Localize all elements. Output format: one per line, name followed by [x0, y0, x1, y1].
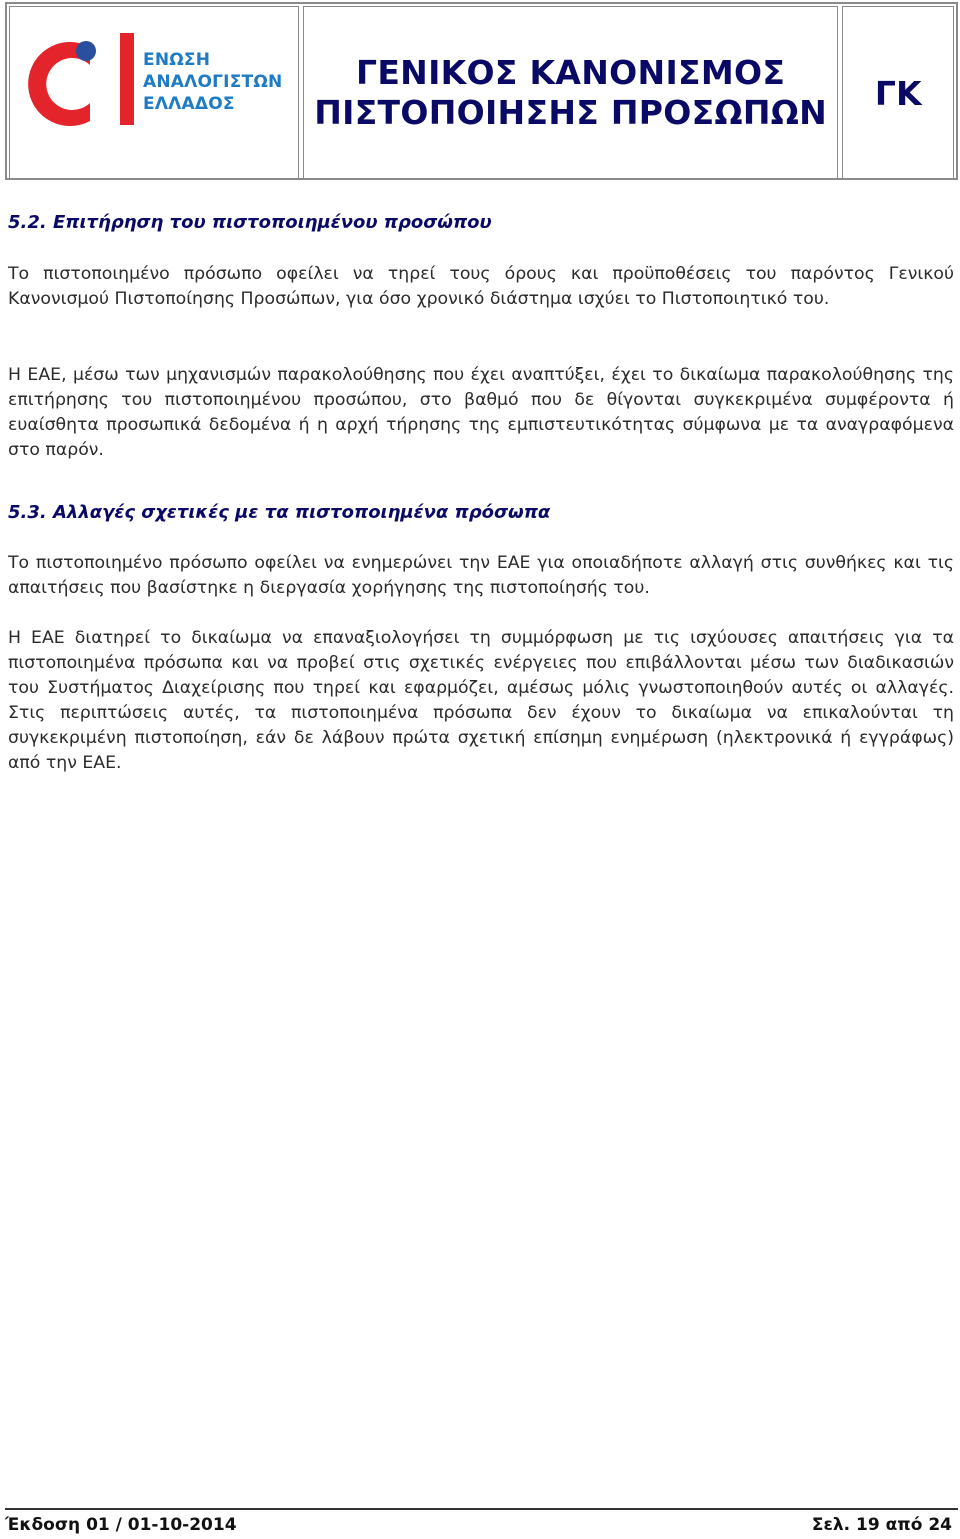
logo-cell	[9, 6, 299, 180]
section-5-2-body-2	[8, 363, 954, 463]
org-name-line-2: ΑΝΑΛΟΓΙΣΤΩΝ	[143, 72, 283, 92]
section-5-3-body-2	[8, 626, 954, 776]
paragraph: Το πιστοποιημένο πρόσωπο οφείλει να ενημερώνει την ΕΑΕ για οποιαδήποτε αλλαγή στις συνθήκες και τις απαιτήσεις που βασίστηκε η διεργασία χορήγησης της πιστοποίησής του.	[8, 553, 954, 598]
paragraph: Το πιστοποιημένο πρόσωπο οφείλει να τηρεί τους όρους και προϋποθέσεις του παρόντος Γενικού Κανονισμού Πιστοποίησης Προσώπων, για όσο χρονικό διάστημα ισχύει το Πιστοποιητικό του.	[8, 264, 954, 309]
title-cell	[303, 6, 839, 180]
document-title-line-1: ΓΕΝΙΚΟΣ ΚΑΝΟΝΙΣΜΟΣ	[356, 53, 786, 92]
org-logo-icon	[28, 25, 140, 135]
document-header	[5, 2, 958, 180]
document-title-line-2: ΠΙΣΤΟΠΟΙΗΣΗΣ ΠΡΟΣΩΠΩΝ	[314, 93, 828, 132]
section-5-3-body	[8, 551, 954, 601]
org-name-line-1: ΕΝΩΣΗ	[143, 50, 211, 70]
org-name-line-3: ΕΛΛΑΔΟΣ	[143, 94, 235, 114]
paragraph: Η ΕΑΕ, μέσω των μηχανισμών παρακολούθησης που έχει αναπτύξει, έχει το δικαίωμα παρακολούθησης της επιτήρησης του πιστοποιημένου προσώπου, στο βαθμό που δε θίγονται συγκεκριμένα συμφέροντα ή ευαίσθητα προσωπικά δεδομένα ή η αρχή τήρησης της εμπιστευτικότητας σύμφωνα με τα αναγραφόμενα στο παρόν.	[8, 365, 954, 460]
footer-page-number: Σελ. 19 από 24	[811, 1515, 952, 1535]
code-cell	[842, 6, 954, 180]
footer-divider	[5, 1508, 958, 1510]
section-heading-5-3: 5.3. Αλλαγές σχετικές με τα πιστοποιημένα πρόσωπα	[8, 502, 551, 523]
paragraph: Η ΕΑΕ διατηρεί το δικαίωμα να επαναξιολογήσει τη συμμόρφωση με τις ισχύουσες απαιτήσεις για τα πιστοποιημένα πρόσωπα και να προβεί στις σχετικές ενέργειες που επιβάλλονται μέσω των διαδικασιών του Συστήματος Διαχείρισης που τηρεί και εφαρμόζει, αμέσως μόλις γνωστοποιηθούν αυτές οι αλλαγές. Στις περιπτώσεις αυτές, τα πιστοποιημένα πρόσωπα δεν έχουν το δικαίωμα να επικαλούνται τη συγκεκριμένη πιστοποίηση, εάν δε λάβουν πρώτα σχετική επίσημη ενημέρωση (ηλεκτρονικά ή εγγράφως) από την ΕΑΕ.	[8, 628, 954, 773]
org-name	[143, 49, 282, 115]
footer-edition: Έκδοση 01 / 01-10-2014	[5, 1515, 237, 1535]
section-heading-5-2: 5.2. Επιτήρηση του πιστοποιημένου προσώπου	[8, 212, 492, 233]
section-5-2-body	[8, 262, 954, 312]
document-code: ΓΚ	[874, 73, 922, 113]
